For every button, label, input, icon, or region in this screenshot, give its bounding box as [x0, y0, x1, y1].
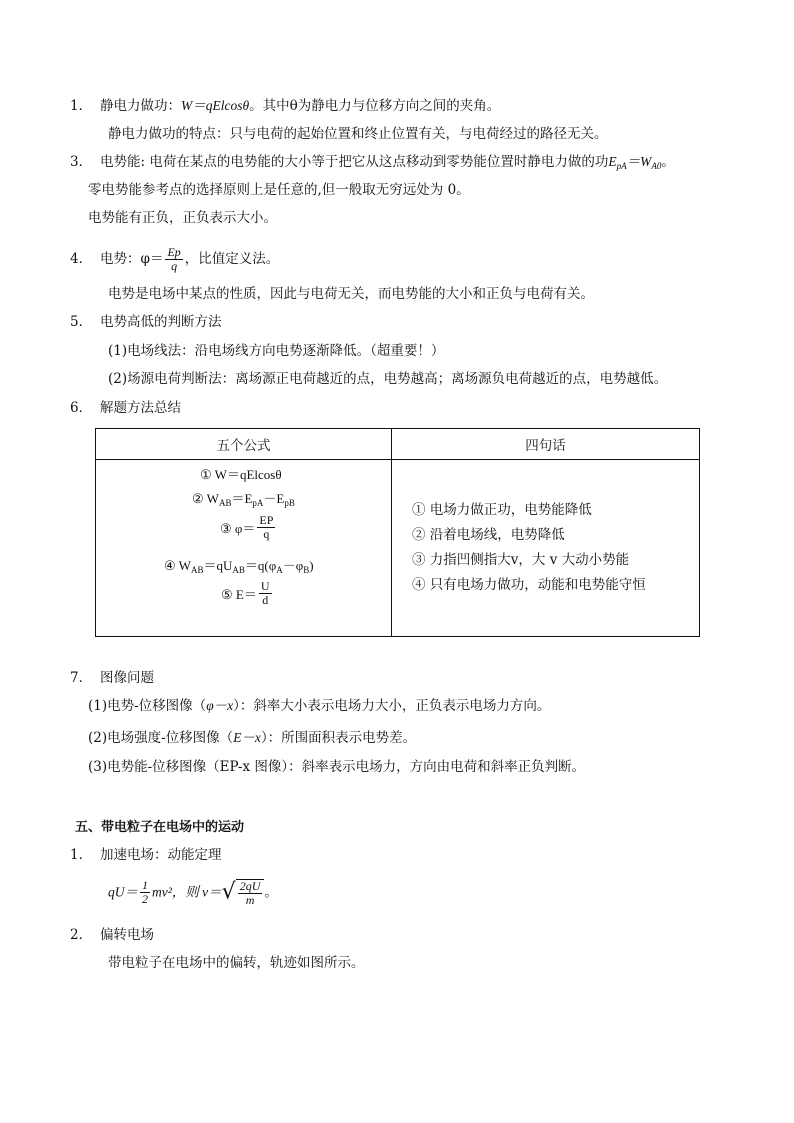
item-heading: 电势高低的判断方法: [100, 314, 222, 330]
sentences-cell: [392, 460, 700, 637]
item-text: ，比值定义法。: [184, 251, 280, 267]
section-title: 五、带电粒子在电场中的运动: [75, 820, 245, 835]
item-number: 1．: [70, 847, 93, 863]
item-5-method-1: (1)电场线法：沿电场线方向电势逐渐降低。（超重要！）: [108, 343, 445, 359]
sentence-2: ② 沿着电场线，电势降低: [412, 527, 565, 543]
formula-work: W＝qElcosθ: [181, 98, 250, 113]
item-text: 。其中θ为静电力与位移方向之间的夹角。: [249, 98, 501, 114]
item-number: 4．: [70, 251, 93, 267]
item-5: [70, 312, 222, 332]
item-heading: 电势：φ＝: [100, 251, 164, 267]
sentence-3: ③ 力指凹侧指大v，大 v 大动小势能: [412, 552, 630, 568]
item-number: 7．: [70, 670, 93, 686]
item-number: 3．: [70, 154, 93, 170]
item-1-note: 静电力做功的特点：只与电荷的起始位置和终止位置有关，与电荷经过的路径无关。: [108, 126, 608, 142]
item-number: 1．: [70, 98, 93, 114]
item-number: 6．: [70, 400, 93, 416]
formula-epa: $E_{pA}=W_{A0}$: [608, 154, 662, 171]
item-end: 。: [661, 154, 675, 170]
item-number: 2．: [70, 927, 93, 943]
item-7-graph-3: (3)电势能-位移图像（EP-x 图像）：斜率表示电场力，方向由电荷和斜率正负判断。: [88, 759, 586, 775]
item-7-graph-2: (2)电场强度-位移图像（E－x）：所围面积表示电势差。: [88, 730, 417, 746]
formula-5: ⑤ E＝ $\frac{U}{d}$: [221, 579, 270, 607]
item-heading: 解题方法总结: [100, 400, 181, 416]
item-1: [70, 96, 500, 116]
formula-4: ④ $W_{AB}=qU_{AB}=q(\varphi_A-\varphi_B)$: [164, 558, 314, 575]
item-heading: 静电力做功：: [100, 98, 181, 114]
item-4: [70, 246, 279, 273]
item-7-graph-1: (1)电势-位移图像（φ－x）：斜率大小表示电场力大小，正负表示电场力方向。: [88, 698, 551, 714]
item-text: 电势能: 电荷在某点的电势能的大小等于把它从这点移动到零势能位置时静电力做的功: [100, 154, 609, 170]
section-5-item-2-text: 带电粒子在电场中的偏转，轨迹如图所示。: [108, 955, 365, 971]
fraction-ep-q: $\frac{Ep}{q}$: [167, 245, 181, 273]
formula-3: ③ φ＝ $\frac{EP}{q}$: [220, 513, 274, 541]
summary-table: [95, 428, 700, 637]
section-5-item-1: [70, 845, 222, 865]
fraction-ep-q: $\frac{EP}{q}$: [259, 513, 274, 541]
item-7: [70, 668, 154, 688]
table-header-sentences: 四句话: [392, 429, 700, 460]
fraction-half: $\frac{1}{2}$: [142, 878, 148, 906]
item-4-note: 电势是电场中某点的性质，因此与电荷无关，而电势能的大小和正负与电荷有关。: [108, 286, 594, 302]
item-heading: 图像问题: [100, 670, 154, 686]
item-number: 5．: [70, 314, 93, 330]
item-heading: 偏转电场: [100, 927, 154, 943]
item-3: [70, 152, 675, 176]
formula-2: ② $W_{AB}=E_{pA}-E_{pB}$: [192, 491, 295, 508]
table-header-formulas: 五个公式: [96, 429, 392, 460]
sentence-1: ① 电场力做正功，电势能降低: [412, 502, 592, 518]
formula-1: ① W＝qElcosθ: [200, 467, 282, 482]
fraction-u-d: $\frac{U}{d}$: [260, 579, 270, 607]
item-5-method-2: (2)场源电荷判断法：离场源正电荷越近的点，电势越高；离场源负电荷越近的点，电势越低。: [108, 371, 668, 387]
section-5-item-2: [70, 925, 154, 945]
formulas-cell: [96, 460, 392, 637]
formula-kinetic: qU＝ $\frac{1}{2}$ mv²，则 v＝√ $\frac{2qU}{m}$ 。: [108, 878, 278, 907]
sqrt-sign: √ $\frac{2qU}{m}$: [222, 878, 265, 907]
sentence-4: ④ 只有电场力做功，动能和电势能守恒: [412, 577, 646, 593]
item-6: [70, 398, 181, 418]
item-heading: 加速电场：动能定理: [100, 847, 222, 863]
item-3-note-1: 零电势能参考点的选择原则上是任意的,但一般取无穷远处为 0。: [88, 182, 470, 198]
item-3-note-2: 电势能有正负，正负表示大小。: [88, 210, 277, 226]
